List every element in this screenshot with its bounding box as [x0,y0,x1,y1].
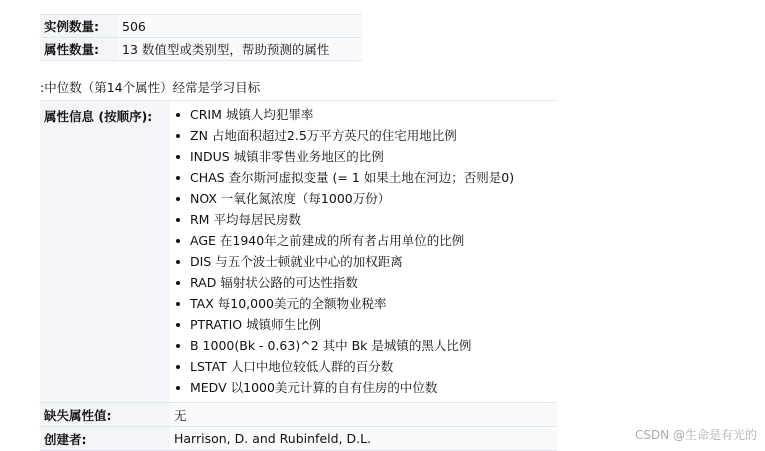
instances-label: 实例数量: [40,15,118,37]
attribute-text: INDUS 城镇非零售业务地区的比例 [190,149,384,164]
list-item [170,146,514,167]
list-item [170,356,514,377]
attribute-info-label: 属性信息 (按顺序): [40,101,170,402]
attributes-row [40,38,362,61]
creator-value: Harrison, D. and Rubinfeld, D.L. [174,431,372,446]
watermark: CSDN @生命是有光的 [634,428,757,442]
attribute-text: RM 平均每居民房数 [190,212,301,227]
attribute-text: CRIM 城镇人均犯罪率 [190,107,314,122]
bullet-icon [176,113,180,117]
missing-value: 无 [174,407,187,423]
bullet-icon [176,260,180,264]
attribute-text: CHAS 查尔斯河虚拟变量 (= 1 如果土地在河边；否则是0) [190,170,515,185]
bullet-icon [176,176,180,180]
bullet-icon [176,239,180,243]
bullet-icon [176,197,180,201]
list-item [170,272,514,293]
list-item [170,104,514,125]
attributes-label: 属性数量: [40,38,118,60]
list-item [170,167,514,188]
list-item [170,293,514,314]
instances-value: 506 [122,18,146,34]
list-item [170,251,514,272]
list-item [170,314,514,335]
bullet-icon [176,323,180,327]
creator-row [40,427,557,451]
target-note: :中位数（第14个属性）经常是学习目标 [40,80,261,95]
instances-row [40,15,362,38]
creator-label: 创建者: [40,427,170,450]
attribute-text: RAD 辐射状公路的可达性指数 [190,275,358,290]
missing-row [40,403,557,427]
bullet-icon [176,155,180,159]
missing-label: 缺失属性值: [40,403,170,426]
list-item [170,125,514,146]
attribute-text: AGE 在1940年之前建成的所有者占用单位的比例 [190,233,465,248]
attribute-table [40,100,557,451]
bullet-icon [176,218,180,222]
list-item [170,335,514,356]
attribute-text: MEDV 以1000美元计算的自有住房的中位数 [190,380,438,395]
bullet-icon [176,344,180,348]
summary-table [40,14,362,61]
bullet-icon [176,134,180,138]
list-item [170,377,514,398]
bullet-icon [176,281,180,285]
attribute-info-row [40,101,557,403]
attribute-text: LSTAT 人口中地位较低人群的百分数 [190,359,394,374]
attribute-text: PTRATIO 城镇师生比例 [190,317,322,332]
attribute-text: NOX 一氧化氮浓度（每1000万份） [190,191,391,206]
attribute-list [170,101,514,402]
attribute-text: ZN 占地面积超过2.5万平方英尺的住宅用地比例 [190,128,457,143]
attributes-value: 13 数值型或类别型，帮助预测的属性 [122,42,330,57]
attribute-text: DIS 与五个波士顿就业中心的加权距离 [190,254,403,269]
list-item [170,188,514,209]
bullet-icon [176,365,180,369]
bullet-icon [176,386,180,390]
bullet-icon [176,302,180,306]
attribute-text: TAX 每10,000美元的全额物业税率 [190,296,387,311]
attribute-text: B 1000(Bk - 0.63)^2 其中 Bk 是城镇的黑人比例 [190,338,472,353]
list-item [170,209,514,230]
list-item [170,230,514,251]
